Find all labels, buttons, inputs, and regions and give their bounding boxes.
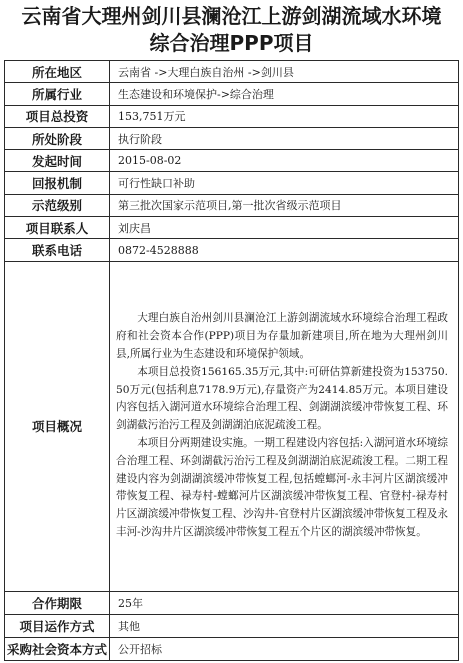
overview-label: 项目概况 — [5, 261, 110, 591]
row-value: 其他 — [110, 614, 459, 637]
table-row — [5, 127, 459, 149]
overview-paragraph: 本项目分两期建设实施。一期工程建设内容包括:入湖河道水环境综合治理工程、环剑湖截污治污工程及剑湖湖泊底泥疏浚工程。二期工程建设内容为剑湖湖滨缓冲带恢复工程,包括螳螂河-永丰河片区湖滨缓冲带恢复工程、禄寿村-螳螂河片区湖滨缓冲带恢复工程、官登村-禄寿村片区湖滨缓冲带恢复工程、沙沟井-官登村片区湖滨缓冲带恢复工程及永丰河-沙沟井片区湖滨缓冲带恢复工程五个片区的湖滨缓冲带恢复。 — [116, 437, 448, 539]
table-row — [5, 105, 459, 127]
row-label: 合作期限 — [5, 591, 110, 614]
row-label: 所属行业 — [5, 83, 110, 105]
row-value: 可行性缺口补助 — [110, 172, 459, 194]
row-label: 示范级别 — [5, 194, 110, 216]
row-value: 公开招标 — [110, 637, 459, 660]
row-label: 项目联系人 — [5, 217, 110, 239]
project-info-table — [4, 60, 459, 661]
table-row — [5, 591, 459, 614]
table-row — [5, 637, 459, 660]
table-row — [5, 150, 459, 172]
overview-row — [5, 261, 459, 591]
row-value: 153,751万元 — [110, 105, 459, 127]
row-label: 联系电话 — [5, 239, 110, 261]
row-value: 生态建设和环境保护->综合治理 — [110, 83, 459, 105]
row-value: 0872-4528888 — [110, 239, 459, 261]
table-row — [5, 217, 459, 239]
overview-paragraph: 大理白族自治州剑川县澜沧江上游剑湖流域水环境综合治理工程政府和社会资本合作(PPP)项目为存量加新建项目,所在地为大理州剑川县,所属行业为生态建设和环境保护领域。 — [116, 312, 448, 361]
row-value: 执行阶段 — [110, 127, 459, 149]
row-value: 25年 — [110, 591, 459, 614]
table-row — [5, 172, 459, 194]
table-row — [5, 614, 459, 637]
title-line-1: 云南省大理州剑川县澜沧江上游剑湖流域水环境 — [21, 4, 442, 28]
overview-content — [110, 261, 459, 591]
table-row — [5, 83, 459, 105]
row-value: 2015-08-02 — [110, 150, 459, 172]
row-value: 云南省 ->大理白族自治州 ->剑川县 — [110, 61, 459, 83]
document-title — [0, 0, 463, 60]
table-row — [5, 239, 459, 261]
title-line-2: 综合治理PPP项目 — [149, 31, 314, 55]
row-label: 项目总投资 — [5, 105, 110, 127]
table-row — [5, 194, 459, 216]
row-label: 所在地区 — [5, 61, 110, 83]
row-value: 第三批次国家示范项目,第一批次省级示范项目 — [110, 194, 459, 216]
row-label: 回报机制 — [5, 172, 110, 194]
row-label: 所处阶段 — [5, 127, 110, 149]
table-row — [5, 61, 459, 83]
row-value: 刘庆昌 — [110, 217, 459, 239]
overview-paragraph: 本项目总投资156165.35万元,其中:可研估算新建投资为153750.50万元(包括利息7178.9万元),存量资产为2414.85万元。本项目建设内容包括入湖河道水环境综合治理工程、剑湖湖滨缓冲带恢复工程、环剑湖截污治污工程及剑湖湖泊底泥疏浚工程。 — [116, 365, 448, 432]
row-label: 发起时间 — [5, 150, 110, 172]
row-label: 项目运作方式 — [5, 614, 110, 637]
row-label: 采购社会资本方式 — [5, 637, 110, 660]
